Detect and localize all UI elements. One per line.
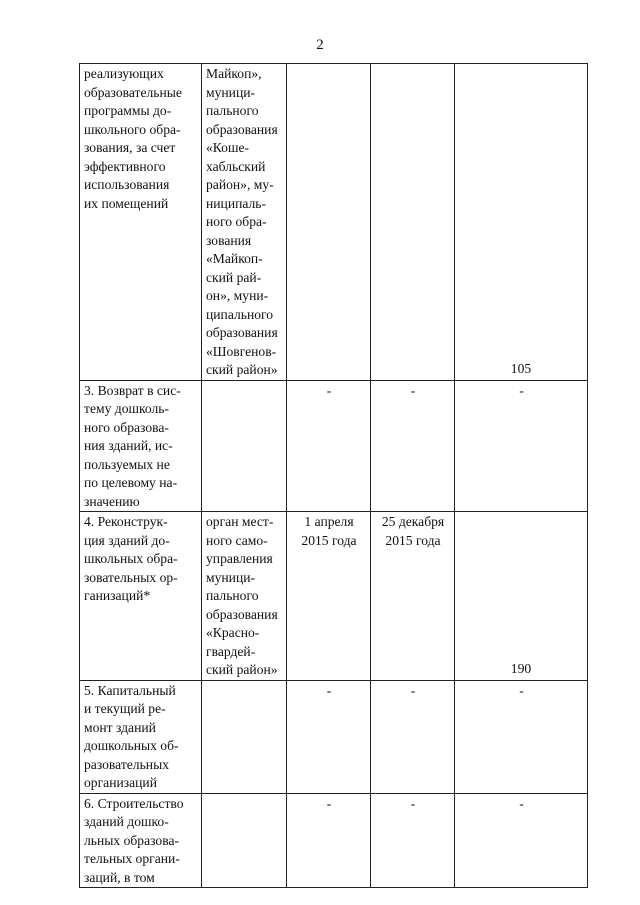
end-date-cell	[371, 64, 455, 381]
responsible-cell	[202, 680, 287, 793]
value-cell: -	[455, 680, 588, 793]
measure-cell: реализующих образовательные программы до- школьного обра- зования, за счет эффективного использования их помещений	[80, 64, 202, 381]
table-row	[80, 680, 588, 793]
start-date-cell	[287, 64, 371, 381]
value-cell: 190	[455, 512, 588, 681]
table-row	[80, 380, 588, 512]
responsible-cell: орган мест- ного само- управления муници- пального образования «Красно- гвардей- ский район»	[202, 512, 287, 681]
measure-cell: 5. Капитальный и текущий ре- монт зданий дошкольных об- разовательных организаций	[80, 680, 202, 793]
value-cell: -	[455, 793, 588, 888]
start-date-cell: -	[287, 680, 371, 793]
table-row	[80, 512, 588, 681]
start-date-cell: -	[287, 793, 371, 888]
measure-cell: 6. Строительство зданий дошко- льных образова- тельных органи- заций, в том	[80, 793, 202, 888]
end-date-cell: -	[371, 380, 455, 512]
responsible-cell	[202, 793, 287, 888]
responsible-cell: Майкоп», муници- пального образования «Коше- хабльский район», му- ниципаль- ного обра- зования «Майкоп- ский рай- он», муни- ципального образования «Шовгенов- ский район»	[202, 64, 287, 381]
responsible-cell	[202, 380, 287, 512]
value-cell: -	[455, 380, 588, 512]
end-date-cell: -	[371, 680, 455, 793]
end-date-cell: -	[371, 793, 455, 888]
end-date-cell: 25 декабря 2015 года	[371, 512, 455, 681]
measure-cell: 4. Реконструк- ция зданий до- школьных обра- зовательных ор- ганизаций*	[80, 512, 202, 681]
measures-table	[79, 63, 588, 888]
table-row	[80, 793, 588, 888]
page-number: 2	[316, 37, 324, 53]
start-date-cell: 1 апреля 2015 года	[287, 512, 371, 681]
start-date-cell: -	[287, 380, 371, 512]
measure-cell: 3. Возврат в сис- тему дошколь- ного образова- ния зданий, ис- пользуемых не по целевому на- значению	[80, 380, 202, 512]
value-cell: 105	[455, 64, 588, 381]
table-row	[80, 64, 588, 381]
